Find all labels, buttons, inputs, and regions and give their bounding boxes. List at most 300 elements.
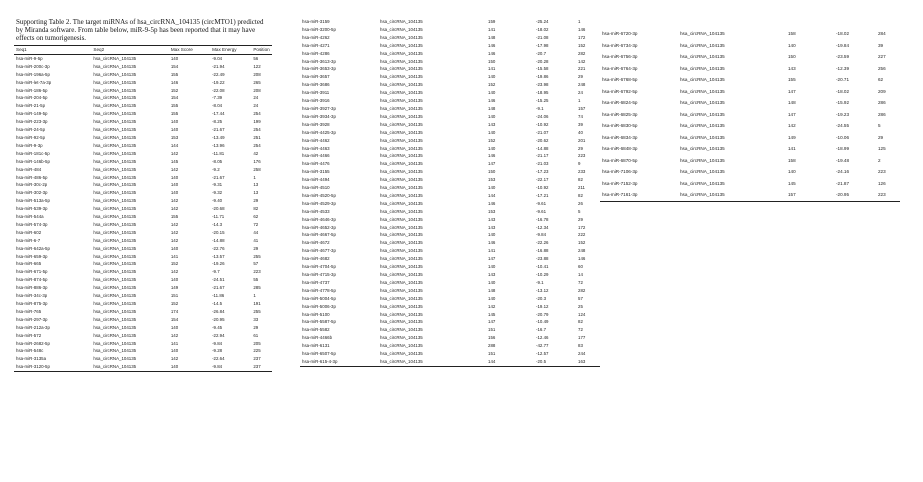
cell-seq1: hsa-miR-92-5p	[16, 134, 46, 140]
cell-position: 286	[878, 100, 886, 105]
cell-max-score: 140	[170, 348, 179, 354]
cell-seq1: hsa-miR-4425-3p	[302, 129, 336, 135]
cell-seq2: hsa_circRNA_104135	[93, 63, 137, 69]
cell-seq1: hsa-miR-4494	[302, 177, 330, 183]
cell-seq2: hsa_circRNA_104135	[93, 277, 137, 283]
cell-position: 256	[878, 65, 886, 71]
table-row	[600, 97, 900, 109]
cell-max-score: 142	[170, 150, 179, 156]
cell-max-energy: -9.32	[212, 190, 223, 196]
cell-max-score: 155	[170, 71, 179, 77]
cell-position: 44	[253, 229, 259, 235]
cell-seq1: hsa-miR-6756-3p	[602, 54, 638, 59]
cell-seq1: hsa-miR-24-5p	[16, 127, 46, 133]
table-row	[14, 276, 272, 284]
cell-position: 24	[578, 90, 583, 96]
cell-max-score: 158	[788, 157, 796, 163]
table-row	[14, 268, 272, 276]
table-row	[300, 137, 600, 145]
cell-max-energy: -17.98	[536, 42, 549, 48]
cell-max-energy: -20.62	[536, 137, 549, 143]
cell-position: 29	[578, 74, 583, 80]
cell-position: 208	[253, 71, 261, 77]
cell-seq1: hsa-miR-3613-3p	[302, 58, 336, 64]
cell-max-energy: -9.61	[536, 200, 547, 206]
cell-position: 255	[253, 253, 261, 259]
cell-max-score: 140	[488, 295, 496, 301]
cell-seq1: hsa-miR-513a-5p	[16, 198, 50, 204]
table-row	[14, 87, 272, 95]
cell-seq1: hsa-miR-4262	[302, 34, 330, 40]
cell-seq1: hsa-miR-4510	[302, 185, 330, 191]
cell-seq1: hsa-miR-4466	[302, 153, 330, 159]
table-row	[14, 189, 272, 197]
cell-seq1: hsa-miR-6825-3p	[602, 111, 638, 117]
cell-max-energy: -9.28	[212, 348, 223, 354]
cell-seq1: hsa-miR-3934-3p	[302, 113, 336, 119]
cell-max-energy: -22.64	[212, 356, 225, 362]
cell-max-energy: -21.87	[836, 180, 850, 186]
table-row	[300, 145, 600, 153]
cell-position: 205	[253, 340, 261, 346]
cell-max-energy: -15.92	[836, 100, 850, 105]
cell-seq2: hsa_circRNA_104135	[380, 351, 423, 357]
cell-max-score: 144	[170, 142, 179, 148]
table-page-2	[300, 18, 600, 468]
cell-seq2: hsa_circRNA_104135	[380, 82, 423, 88]
cell-max-score: 145	[788, 180, 796, 186]
cell-max-score: 140	[170, 127, 179, 133]
cell-max-score: 142	[170, 356, 179, 362]
cell-position: 56	[253, 55, 259, 61]
cell-seq1: hsa-miR-6848-3p	[602, 146, 638, 151]
cell-seq2: hsa_circRNA_104135	[93, 293, 137, 299]
cell-max-score: 148	[488, 105, 496, 111]
cell-seq2: hsa_circRNA_104135	[380, 58, 423, 64]
cell-max-score: 146	[170, 79, 179, 85]
cell-max-score: 143	[488, 216, 496, 222]
table-row	[300, 239, 600, 247]
cell-position: 248	[578, 248, 586, 254]
cell-max-energy: -17.21	[536, 192, 549, 198]
cell-position: 199	[253, 119, 261, 125]
cell-max-score: 151	[488, 351, 496, 357]
cell-seq2: hsa_circRNA_104135	[380, 200, 423, 206]
cell-seq2: hsa_circRNA_104135	[93, 127, 137, 133]
table-row	[600, 40, 900, 52]
cell-position: 146	[578, 26, 586, 32]
cell-max-energy: -20.3	[536, 295, 547, 301]
cell-position: 223	[878, 169, 886, 174]
cell-position: 82	[253, 206, 259, 212]
cell-max-score: 146	[488, 50, 496, 56]
cell-max-energy: -10.49	[536, 319, 549, 325]
cell-position: 24	[253, 103, 259, 109]
table-row	[14, 284, 272, 292]
cell-seq1: hsa-miR-886-3p	[16, 285, 48, 291]
cell-position: 29	[578, 145, 583, 151]
cell-position: 29	[878, 134, 884, 140]
cell-max-energy: -9.1	[536, 105, 544, 111]
cell-seq1: hsa-miR-659-3p	[16, 253, 48, 259]
cell-seq2: hsa_circRNA_104135	[680, 65, 725, 71]
table-row	[14, 324, 272, 332]
cell-seq1: hsa-miR-181c-5p	[16, 150, 50, 156]
cell-position: 177	[578, 335, 586, 341]
mirna-table-part-2	[300, 18, 600, 367]
cell-seq2: hsa_circRNA_104135	[93, 174, 137, 180]
table-row	[300, 26, 600, 34]
cell-seq2: hsa_circRNA_104135	[93, 158, 137, 164]
table-row	[300, 65, 600, 73]
cell-seq1: hsa-miR-3657	[302, 74, 330, 80]
cell-max-score: 157	[788, 192, 796, 197]
cell-seq1: hsa-miR-212a-3p	[16, 324, 50, 330]
cell-seq2: hsa_circRNA_104135	[93, 356, 137, 362]
cell-seq2: hsa_circRNA_104135	[380, 295, 423, 301]
cell-seq1: hsa-miR-486-5p	[16, 174, 48, 180]
table-row	[14, 71, 272, 79]
cell-max-score: 140	[170, 174, 179, 180]
cell-max-energy: -13.57	[212, 253, 225, 259]
table-row	[300, 326, 600, 334]
cell-seq1: hsa-miR-4652-3p	[302, 224, 336, 230]
cell-max-energy: -19.26	[212, 261, 225, 267]
cell-position: 33	[253, 316, 259, 322]
cell-seq1: hsa-miR-3120-5p	[16, 364, 50, 370]
cell-seq1: hsa-miR-4529-3p	[302, 200, 336, 206]
table-row	[14, 260, 272, 268]
cell-seq1: hsa-miR-7161-3p	[602, 192, 638, 197]
cell-max-energy: -9.2	[212, 166, 220, 172]
cell-position: 248	[578, 82, 586, 88]
cell-seq1: hsa-miR-6764-3p	[602, 65, 638, 71]
table-row	[300, 121, 600, 129]
cell-seq1: hsa-miR-302-3p	[16, 190, 48, 196]
cell-max-score: 140	[170, 245, 179, 251]
cell-max-score: 149	[170, 285, 179, 291]
cell-max-energy: -19.22	[212, 79, 225, 85]
cell-seq1: hsa-miR-4737	[302, 279, 330, 285]
cell-max-score: 148	[488, 34, 496, 40]
cell-seq2: hsa_circRNA_104135	[380, 129, 423, 135]
cell-max-score: 140	[488, 232, 496, 238]
table-row	[14, 355, 272, 363]
cell-position: 152	[578, 42, 586, 48]
cell-seq1: hsa-miR-4715-3p	[302, 272, 336, 277]
cell-seq1: hsa-miR-6720-3p	[602, 31, 638, 36]
cell-max-score: 146	[488, 42, 496, 48]
cell-seq1: hsa-miR-5006-3p	[302, 303, 336, 309]
table-row	[14, 79, 272, 87]
cell-seq2: hsa_circRNA_104135	[680, 100, 725, 105]
cell-max-energy: -16.7	[536, 327, 547, 333]
cell-seq1: hsa-miR-875-3p	[16, 301, 48, 306]
cell-max-score: 140	[170, 119, 179, 125]
cell-position: 29	[253, 245, 259, 251]
table-row	[14, 237, 272, 245]
cell-seq2: hsa_circRNA_104135	[680, 111, 725, 117]
table-row	[300, 113, 600, 121]
cell-seq2: hsa_circRNA_104135	[380, 26, 423, 32]
cell-position: 191	[253, 301, 261, 306]
cell-seq2: hsa_circRNA_104135	[380, 153, 423, 159]
cell-seq1: hsa-miR-6768-5p	[602, 77, 638, 82]
cell-position: 62	[253, 214, 259, 220]
cell-max-energy: -22.17	[536, 177, 549, 183]
cell-position: 227	[878, 54, 886, 59]
table-row	[14, 221, 272, 229]
cell-seq2: hsa_circRNA_104135	[93, 150, 137, 156]
cell-max-energy: -9.7	[212, 269, 220, 275]
cell-seq2: hsa_circRNA_104135	[380, 208, 423, 214]
cell-max-score: 150	[488, 58, 496, 64]
cell-seq1: hsa-miR-2682-5p	[16, 340, 50, 346]
cell-position: 152	[578, 240, 586, 246]
cell-position: 25	[578, 303, 583, 309]
cell-max-score: 142	[788, 123, 796, 128]
cell-seq2: hsa_circRNA_104135	[380, 161, 423, 167]
table-row	[300, 73, 600, 81]
cell-seq2: hsa_circRNA_104135	[380, 343, 423, 349]
cell-position: 125	[878, 146, 886, 151]
table-row	[600, 155, 900, 167]
cell-max-energy: -21.03	[536, 161, 549, 167]
cell-position: 124	[578, 311, 586, 317]
cell-position: 41	[253, 237, 259, 243]
cell-max-score: 143	[488, 121, 496, 127]
cell-position: 29	[578, 216, 583, 222]
cell-max-energy: -13.96	[212, 142, 225, 148]
table-row	[300, 311, 600, 319]
cell-max-score: 146	[488, 153, 496, 159]
cell-max-energy: -14.88	[536, 145, 549, 151]
cell-max-score: 146	[488, 98, 496, 104]
cell-seq1: hsa-miR-9-3p	[16, 142, 43, 148]
cell-seq2: hsa_circRNA_104135	[93, 55, 137, 61]
cell-max-score: 142	[170, 237, 179, 243]
cell-seq2: hsa_circRNA_104135	[380, 327, 423, 333]
table-row	[14, 118, 272, 126]
cell-position: 29	[253, 324, 259, 330]
table-row	[600, 28, 900, 40]
cell-seq2: hsa_circRNA_104135	[680, 31, 725, 36]
table-row	[300, 18, 600, 26]
cell-position: 142	[578, 58, 586, 64]
cell-seq2: hsa_circRNA_104135	[380, 279, 423, 285]
cell-position: 55	[253, 277, 259, 283]
cell-max-score: 140	[788, 169, 796, 174]
cell-max-energy: -22.76	[212, 245, 225, 251]
cell-seq2: hsa_circRNA_104135	[680, 192, 725, 197]
cell-seq2: hsa_circRNA_104135	[380, 311, 423, 317]
cell-seq1: hsa-miR-7152-3p	[602, 180, 638, 186]
cell-seq2: hsa_circRNA_104135	[380, 358, 423, 364]
cell-seq2: hsa_circRNA_104135	[93, 134, 137, 140]
cell-position: 211	[578, 185, 585, 191]
table-row	[14, 340, 272, 348]
cell-max-score: 155	[170, 111, 179, 117]
cell-max-energy: -12.34	[536, 224, 549, 230]
cell-seq2: hsa_circRNA_104135	[93, 332, 137, 338]
cell-position: 61	[253, 332, 259, 338]
table-row	[300, 318, 600, 326]
cell-max-score: 143	[488, 272, 496, 277]
cell-max-score: 144	[488, 358, 496, 364]
cell-seq2: hsa_circRNA_104135	[380, 98, 423, 104]
cell-max-score: 142	[170, 198, 179, 204]
cell-max-energy: -14.5	[212, 301, 223, 306]
table-row	[300, 152, 600, 160]
table-row	[14, 363, 272, 371]
cell-max-score: 152	[488, 137, 496, 143]
cell-position: 82	[578, 319, 583, 325]
cell-seq1: hsa-miR-615-4-3p	[302, 358, 338, 364]
cell-max-energy: -21.67	[212, 127, 225, 133]
cell-seq1: hsa-miR-572	[16, 332, 42, 338]
cell-position: 244	[578, 351, 586, 357]
cell-seq2: hsa_circRNA_104135	[93, 103, 137, 109]
cell-seq2: hsa_circRNA_104135	[93, 269, 137, 275]
cell-position: 223	[253, 269, 261, 275]
cell-max-score: 151	[170, 293, 179, 299]
cell-seq1: hsa-miR-3927-3p	[302, 105, 336, 111]
cell-seq2: hsa_circRNA_104135	[380, 287, 423, 293]
cell-position: 1	[578, 98, 581, 104]
cell-max-score: 155	[170, 103, 179, 109]
cell-seq2: hsa_circRNA_104135	[380, 192, 423, 198]
cell-seq1: hsa-miR-642a-5p	[16, 245, 50, 251]
cell-max-score: 151	[488, 327, 496, 333]
cell-seq1: hsa-miR-4271	[302, 42, 330, 48]
cell-max-score: 140	[170, 55, 179, 61]
cell-seq1: hsa-miR-602	[16, 229, 42, 235]
cell-max-score: 154	[170, 316, 179, 322]
cell-position: 201	[578, 137, 586, 143]
table-row	[300, 350, 600, 358]
cell-seq2: hsa_circRNA_104135	[380, 177, 423, 183]
cell-seq1: hsa-miR-4520-5p	[302, 192, 336, 198]
cell-max-energy: -12.57	[536, 351, 549, 357]
cell-max-score: 152	[488, 82, 496, 88]
cell-seq2: hsa_circRNA_104135	[93, 71, 137, 77]
cell-seq1: hsa-miR-5004-5p	[302, 295, 336, 301]
cell-seq2: hsa_circRNA_104135	[680, 134, 725, 140]
cell-seq1: hsa-miR-5582	[302, 327, 330, 333]
cell-max-energy: -18.02	[836, 31, 850, 36]
cell-seq1: hsa-miR-196a-5p	[16, 71, 50, 77]
cell-position: 221	[578, 66, 586, 72]
cell-seq1: hsa-miR-6734-3p	[602, 42, 638, 48]
cell-seq1: hsa-miR-4286	[302, 50, 330, 56]
cell-seq2: hsa_circRNA_104135	[93, 348, 137, 354]
table-row	[14, 54, 272, 62]
cell-seq2: hsa_circRNA_104135	[680, 180, 725, 186]
table-row	[14, 300, 272, 308]
cell-position: 254	[253, 127, 261, 133]
table-row	[14, 308, 272, 316]
cell-max-energy: -21.67	[212, 285, 225, 291]
cell-position: 72	[253, 221, 259, 227]
cell-seq2: hsa_circRNA_104135	[93, 316, 137, 322]
cell-max-energy: -21.17	[536, 153, 549, 159]
table-row	[14, 150, 272, 158]
cell-max-energy: -42.77	[536, 343, 549, 349]
cell-position: 13	[253, 190, 259, 196]
table-row	[600, 63, 900, 75]
table-row	[600, 86, 900, 98]
cell-max-score: 142	[170, 229, 179, 235]
cell-max-score: 140	[170, 182, 179, 188]
cell-max-energy: -20.7	[536, 50, 547, 56]
cell-position: 225	[253, 348, 261, 354]
cell-max-energy: -20.95	[212, 316, 225, 322]
cell-max-score: 140	[488, 90, 496, 96]
table-row	[300, 58, 600, 66]
header-position: Position	[251, 46, 272, 55]
cell-seq2: hsa_circRNA_104135	[93, 198, 137, 204]
cell-max-energy: -8.05	[212, 158, 223, 164]
table-row	[600, 178, 900, 190]
cell-seq1: hsa-miR-4672	[302, 240, 330, 246]
cell-max-score: 145	[488, 311, 496, 317]
table-row	[300, 176, 600, 184]
cell-seq1: hsa-miR-186-5p	[16, 87, 48, 93]
cell-seq2: hsa_circRNA_104135	[93, 182, 137, 188]
cell-max-energy: -18.95	[536, 90, 549, 96]
table-row	[14, 332, 272, 340]
cell-seq2: hsa_circRNA_104135	[380, 113, 423, 119]
cell-seq2: hsa_circRNA_104135	[93, 221, 137, 227]
cell-max-score: 154	[170, 63, 179, 69]
cell-max-energy: -21.08	[536, 34, 549, 40]
cell-max-energy: -18.99	[836, 146, 850, 151]
cell-position: 208	[253, 87, 261, 93]
table-row	[14, 134, 272, 142]
table-row	[14, 197, 272, 205]
cell-seq2: hsa_circRNA_104135	[380, 335, 423, 341]
table-row	[600, 143, 900, 155]
table-row	[300, 255, 600, 263]
cell-max-energy: -10.29	[536, 272, 549, 277]
cell-position: 14	[578, 272, 583, 277]
cell-seq2: hsa_circRNA_104135	[380, 272, 423, 277]
cell-max-score: 140	[488, 145, 496, 151]
cell-max-score: 140	[170, 324, 179, 330]
header-max-score: Max Score	[169, 46, 210, 55]
mirna-table-part-3	[600, 28, 900, 202]
cell-position: 222	[578, 232, 586, 238]
cell-seq2: hsa_circRNA_104135	[93, 237, 137, 243]
cell-seq2: hsa_circRNA_104135	[93, 324, 137, 330]
cell-seq1: hsa-miR-30c-2p	[16, 182, 48, 188]
cell-max-score: 148	[488, 287, 496, 293]
cell-seq2: hsa_circRNA_104135	[380, 216, 423, 222]
table-row	[300, 50, 600, 58]
table-row	[300, 89, 600, 97]
cell-seq1: hsa-miR-4533	[302, 208, 330, 214]
cell-max-energy: -24.51	[212, 277, 225, 283]
cell-seq2: hsa_circRNA_104135	[680, 77, 725, 82]
cell-max-energy: -19.12	[536, 303, 549, 309]
cell-seq2: hsa_circRNA_104135	[93, 308, 137, 314]
cell-position: 74	[578, 113, 583, 119]
table-row	[300, 342, 600, 350]
table-row	[300, 192, 600, 200]
cell-position: 24	[253, 95, 259, 101]
cell-seq1: hsa-miR-21-5p	[16, 103, 46, 109]
cell-position: 157	[578, 105, 586, 111]
